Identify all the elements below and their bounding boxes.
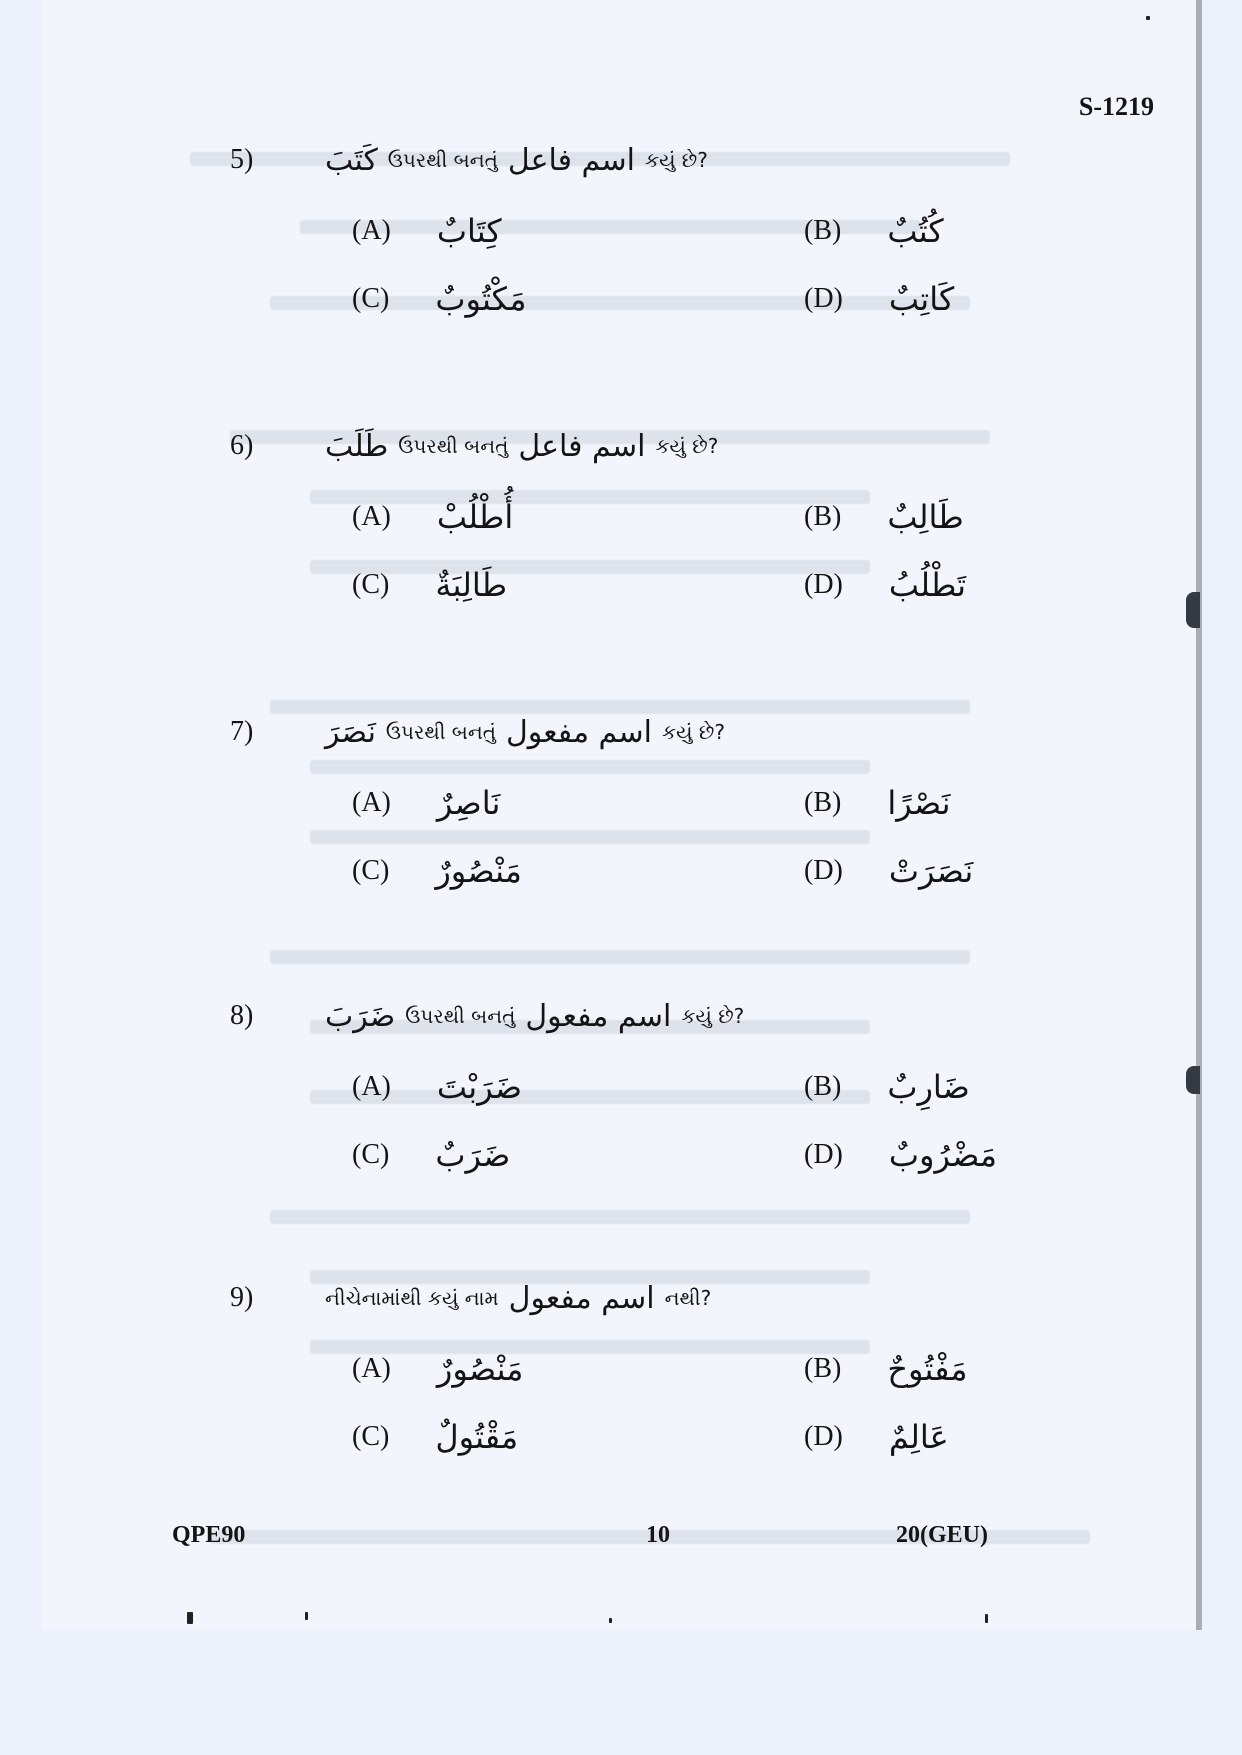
option-label: (B) <box>804 787 842 818</box>
option-label: (B) <box>804 1353 842 1384</box>
option-text: كَاتِبٌ <box>888 280 955 318</box>
option-text: طَالِبٌ <box>887 498 964 536</box>
option-label: (A) <box>352 1071 391 1102</box>
option-label: (D) <box>804 855 843 886</box>
question-suffix: કયું છે? <box>644 148 708 172</box>
option-b[interactable] <box>804 498 964 536</box>
option-label: (C) <box>352 1421 390 1452</box>
option-text: عَالِمٌ <box>888 1418 949 1456</box>
option-text: ضَرَبْتَ <box>436 1068 523 1106</box>
question-number: 7) <box>230 716 254 747</box>
paper-code: S-1219 <box>1078 92 1154 121</box>
option-d[interactable] <box>804 1136 997 1174</box>
question-prefix: ઉપરથી બનતું <box>405 1004 516 1028</box>
question-suffix: નથી? <box>664 1286 712 1310</box>
scan-speck <box>609 1618 612 1623</box>
option-text: مَفْتُوحٌ <box>887 1350 968 1388</box>
scan-speck <box>187 1612 193 1624</box>
option-label: (C) <box>352 569 390 600</box>
option-label: (D) <box>804 1421 843 1452</box>
option-b[interactable] <box>804 1350 968 1388</box>
option-text: مَكْتُوبٌ <box>435 280 527 318</box>
option-label: (C) <box>352 855 390 886</box>
option-label: (A) <box>352 215 391 246</box>
option-text: طَالِبَةٌ <box>435 566 508 604</box>
option-a[interactable] <box>352 1350 523 1388</box>
question-number: 8) <box>230 1000 254 1031</box>
scan-speck <box>985 1614 988 1623</box>
option-text: كِتَابٌ <box>436 212 502 250</box>
footer-page-number: 10 <box>646 1522 670 1548</box>
option-a[interactable] <box>352 212 502 250</box>
question-5 <box>0 142 1242 318</box>
question-text <box>325 994 744 1038</box>
question-number: 5) <box>230 144 254 175</box>
grammar-term: اسم فاعل <box>507 142 635 178</box>
option-label: (D) <box>804 283 843 314</box>
option-d[interactable] <box>804 280 954 318</box>
question-prefix: ઉપરથી બનતું <box>387 148 498 172</box>
option-text: كُتُبٌ <box>887 212 944 250</box>
option-c[interactable] <box>352 1418 518 1456</box>
option-b[interactable] <box>804 784 951 822</box>
question-number: 9) <box>230 1282 254 1313</box>
option-a[interactable] <box>352 498 513 536</box>
option-label: (D) <box>804 569 843 600</box>
option-text: مَقْتُولٌ <box>435 1418 519 1456</box>
question-suffix: કયું છે? <box>662 720 725 744</box>
option-label: (C) <box>352 283 390 314</box>
question-7 <box>0 714 1242 890</box>
question-suffix: કયું છે? <box>681 1004 745 1028</box>
question-text <box>325 710 725 754</box>
option-text: ضَارِبٌ <box>887 1068 970 1106</box>
option-c[interactable] <box>352 280 526 318</box>
option-text: نَصْرًا <box>887 784 951 822</box>
footer-paper-id: QPE90 <box>172 1522 246 1548</box>
question-text <box>325 138 708 182</box>
question-6 <box>0 428 1242 604</box>
question-prefix: ઉપરથી બનતું <box>398 434 509 458</box>
option-d[interactable] <box>804 566 966 604</box>
option-label: (A) <box>352 787 391 818</box>
question-text <box>325 1276 711 1320</box>
question-text <box>325 424 718 468</box>
option-text: مَنْصُورٌ <box>436 1350 524 1388</box>
option-d[interactable] <box>804 852 973 890</box>
root-word: كَتَبَ <box>325 142 378 178</box>
option-text: نَاصِرٌ <box>436 784 501 822</box>
option-a[interactable] <box>352 1068 522 1106</box>
option-b[interactable] <box>804 1068 970 1106</box>
grammar-term: اسم فاعل <box>518 428 646 464</box>
root-word: طَلَبَ <box>325 428 389 464</box>
option-c[interactable] <box>352 852 522 890</box>
option-label: (A) <box>352 1353 391 1384</box>
option-label: (C) <box>352 1139 390 1170</box>
question-prefix: ઉપરથી બનતું <box>385 720 496 744</box>
question-8 <box>0 998 1242 1174</box>
scan-speck <box>1146 16 1150 20</box>
option-text: ضَرَبٌ <box>435 1136 511 1174</box>
question-number: 6) <box>230 430 254 461</box>
question-prefix: નીચેનામાંથી કયું નામ <box>325 1286 499 1310</box>
option-label: (D) <box>804 1139 843 1170</box>
option-label: (A) <box>352 501 391 532</box>
footer-set-code: 20(GEU) <box>896 1522 988 1548</box>
option-text: أُطْلُبْ <box>436 498 514 536</box>
question-9 <box>0 1280 1242 1456</box>
binding-mark <box>1186 592 1200 628</box>
option-c[interactable] <box>352 1136 510 1174</box>
root-word: نَصَرَ <box>325 714 376 750</box>
grammar-term: اسم مفعول <box>506 714 652 750</box>
grammar-term: اسم مفعول <box>508 1280 655 1316</box>
root-word: ضَرَبَ <box>325 998 396 1034</box>
question-suffix: કયું છે? <box>655 434 719 458</box>
option-text: مَنْصُورٌ <box>435 852 522 890</box>
option-label: (B) <box>804 1071 842 1102</box>
option-label: (B) <box>804 215 842 246</box>
option-b[interactable] <box>804 212 944 250</box>
option-c[interactable] <box>352 566 507 604</box>
option-d[interactable] <box>804 1418 949 1456</box>
scan-speck <box>305 1612 308 1620</box>
option-text: مَضْرُوبٌ <box>888 1136 997 1174</box>
option-text: تَطْلُبُ <box>888 566 967 604</box>
option-label: (B) <box>804 501 842 532</box>
option-text: نَصَرَتْ <box>888 852 974 890</box>
option-a[interactable] <box>352 784 500 822</box>
grammar-term: اسم مفعول <box>525 998 672 1034</box>
